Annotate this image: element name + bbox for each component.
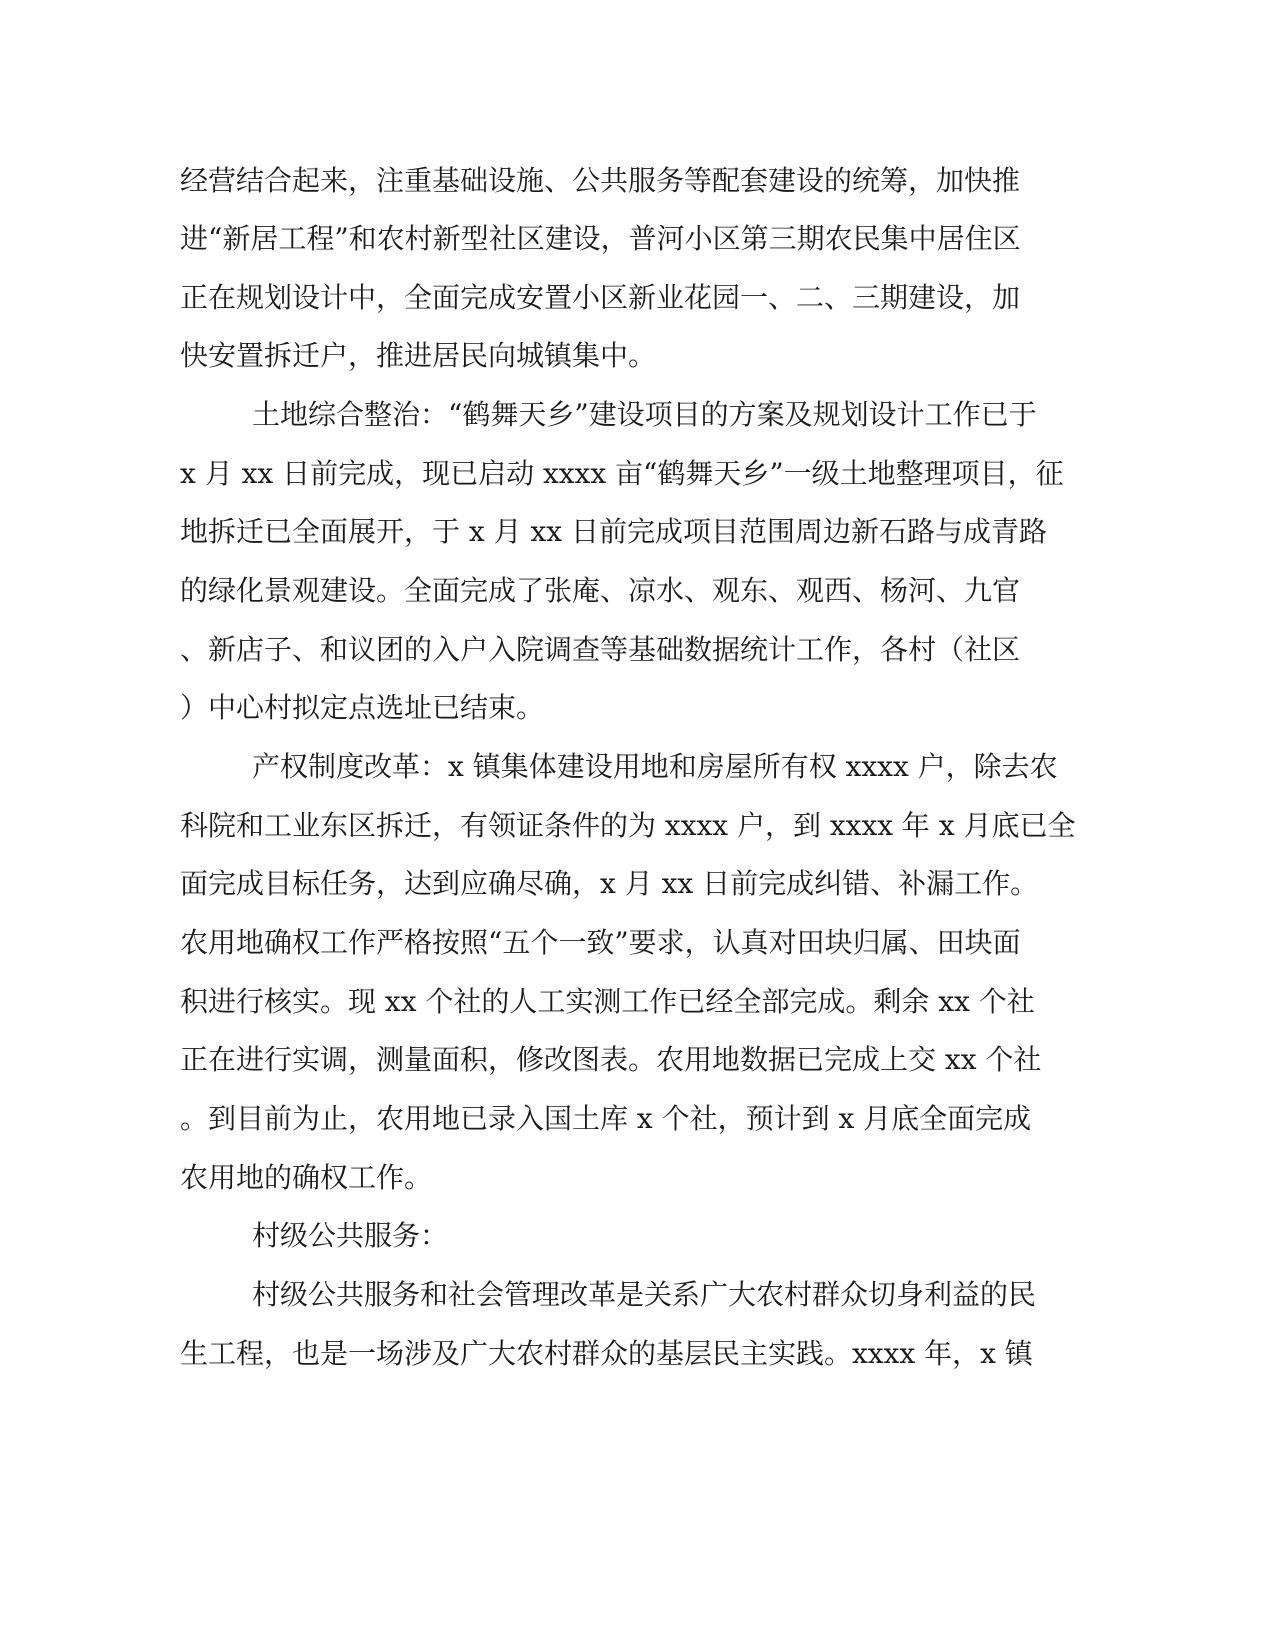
text-line: 的绿化景观建设。全面完成了张庵、凉水、观东、观西、杨河、九官 — [180, 574, 1021, 607]
text-line: 、新店子、和议团的入户入院调查等基础数据统计工作，各村（社区 — [180, 633, 1021, 666]
text-line: 土地综合整治：“鹤舞天乡”建设项目的方案及规划设计工作已于 — [252, 398, 1037, 431]
text-line: 正在规划设计中，全面完成安置小区新业花园一、二、三期建设，加 — [180, 281, 1021, 314]
text-line: x 月 xx 日前完成，现已启动 xxxx 亩“鹤舞天乡”一级土地整理项目，征 — [180, 457, 1064, 490]
text-line: 村级公共服务和社会管理改革是关系广大农村群众切身利益的民 — [252, 1278, 1037, 1311]
text-line: 。到目前为止，农用地已录入国土库 x 个社，预计到 x 月底全面完成 — [180, 1102, 1032, 1135]
text-line: 面完成目标任务，达到应确尽确，x 月 xx 日前完成纠错、补漏工作。 — [180, 867, 1039, 900]
text-line: 快安置拆迁户，推进居民向城镇集中。 — [180, 339, 657, 372]
text-line: 科院和工业东区拆迁，有领证条件的为 xxxx 户，到 xxxx 年 x 月底已全 — [180, 809, 1076, 842]
text-line: 产权制度改革：x 镇集体建设用地和房屋所有权 xxxx 户，除去农 — [252, 750, 1058, 783]
text-line: ）中心村拟定点选址已结束。 — [180, 691, 545, 724]
text-line: 进“新居工程”和农村新型社区建设，普河小区第三期农民集中居住区 — [180, 222, 1021, 255]
text-line: 正在进行实调，测量面积，修改图表。农用地数据已完成上交 xx 个社 — [180, 1043, 1042, 1076]
text-line: 农用地的确权工作。 — [180, 1161, 433, 1194]
text-line: 积进行核实。现 xx 个社的人工实测工作已经全部完成。剩余 xx 个社 — [180, 985, 1035, 1018]
text-line: 生工程，也是一场涉及广大农村群众的基层民主实践。xxxx 年，x 镇 — [180, 1337, 1033, 1370]
text-line: 地拆迁已全面展开，于 x 月 xx 日前完成项目范围周边新石路与成青路 — [180, 515, 1047, 548]
text-line: 农用地确权工作严格按照“五个一致”要求，认真对田块归属、田块面 — [180, 926, 1021, 959]
text-line: 经营结合起来，注重基础设施、公共服务等配套建设的统筹，加快推 — [180, 164, 1021, 197]
section-heading: 村级公共服务： — [252, 1219, 449, 1252]
